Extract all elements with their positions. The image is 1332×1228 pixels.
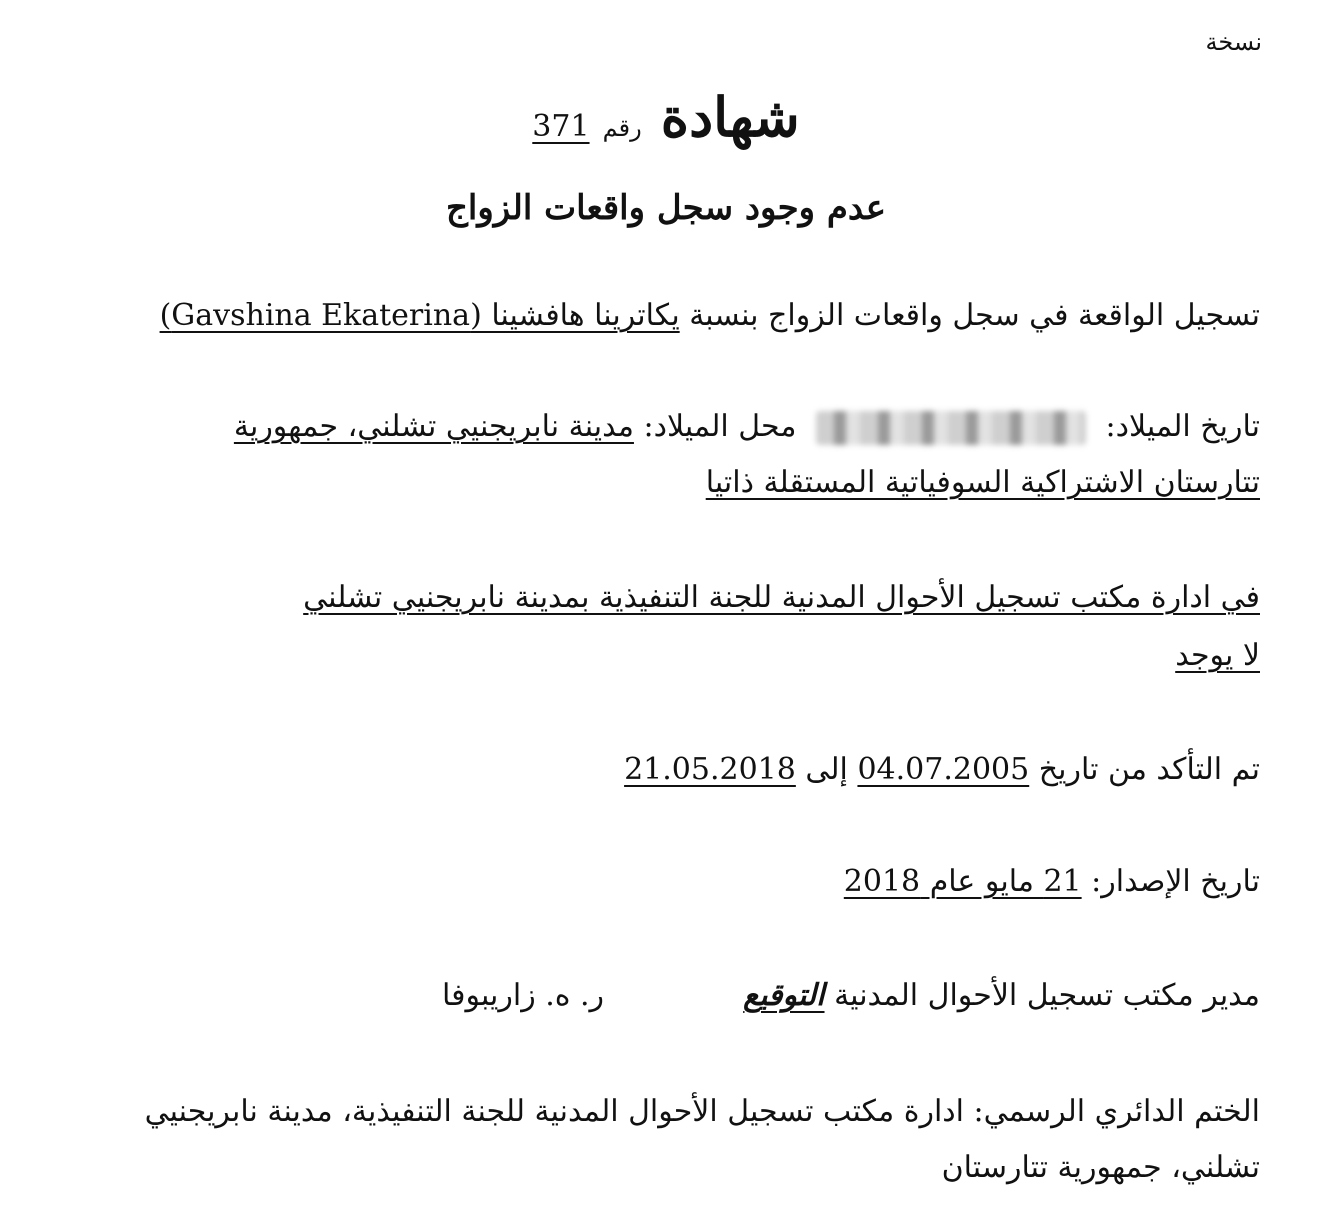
certificate-number: 371 — [532, 109, 590, 144]
person-name: يكاترينا هافشينا (Gavshina Ekaterina) — [159, 298, 680, 333]
copy-label: نسخة — [1205, 28, 1262, 56]
birth-line — [234, 407, 1260, 447]
office-line: في ادارة مكتب تسجيل الأحوال المدنية للجنة التنفيذية بمدينة نابريجنيي تشلني — [303, 580, 1260, 615]
birth-place-line2: تتارستان الاشتراكية السوفياتية المستقلة ذاتيا — [705, 465, 1260, 500]
certificate-title-main: شهادة — [660, 85, 800, 149]
issue-line — [844, 862, 1260, 902]
seal-line1: الختم الدائري الرسمي: ادارة مكتب تسجيل الأحوال المدنية للجنة التنفيذية، مدينة نابريجنيي — [144, 1094, 1260, 1129]
verification-date-to: 21.05.2018 — [624, 752, 796, 787]
registration-prefix: تسجيل الواقعة في سجل واقعات الزواج بنسبة — [689, 298, 1260, 333]
signer-name: ر. ه. زاريبوفا — [441, 978, 605, 1013]
signature-line — [442, 976, 1260, 1016]
verification-date-from: 04.07.2005 — [857, 752, 1030, 787]
issue-date: 21 مايو عام 2018 — [843, 864, 1082, 899]
certificate-title — [0, 82, 1332, 152]
verification-prefix: تم التأكد من تاريخ — [1038, 752, 1260, 787]
seal-line2: تشلني، جمهورية تتارستان — [941, 1150, 1260, 1185]
redacted-birth-date — [816, 411, 1086, 445]
office-result: لا يوجد — [1175, 638, 1260, 673]
signature-title: مدير مكتب تسجيل الأحوال المدنية — [834, 978, 1260, 1013]
issue-label: تاريخ الإصدار: — [1091, 864, 1260, 899]
verification-connector: إلى — [805, 752, 848, 787]
birth-date-label: تاريخ الميلاد: — [1105, 409, 1260, 444]
certificate-subtitle: عدم وجود سجل واقعات الزواج — [445, 188, 887, 228]
certificate-number-label: رقم — [602, 114, 642, 142]
signature-text: التوقيع — [743, 978, 825, 1013]
registration-line — [160, 296, 1260, 336]
verification-line — [624, 750, 1260, 790]
birth-place-label: محل الميلاد: — [643, 409, 797, 444]
birth-place-line1: مدينة نابريجنيي تشلني، جمهورية — [233, 409, 634, 444]
